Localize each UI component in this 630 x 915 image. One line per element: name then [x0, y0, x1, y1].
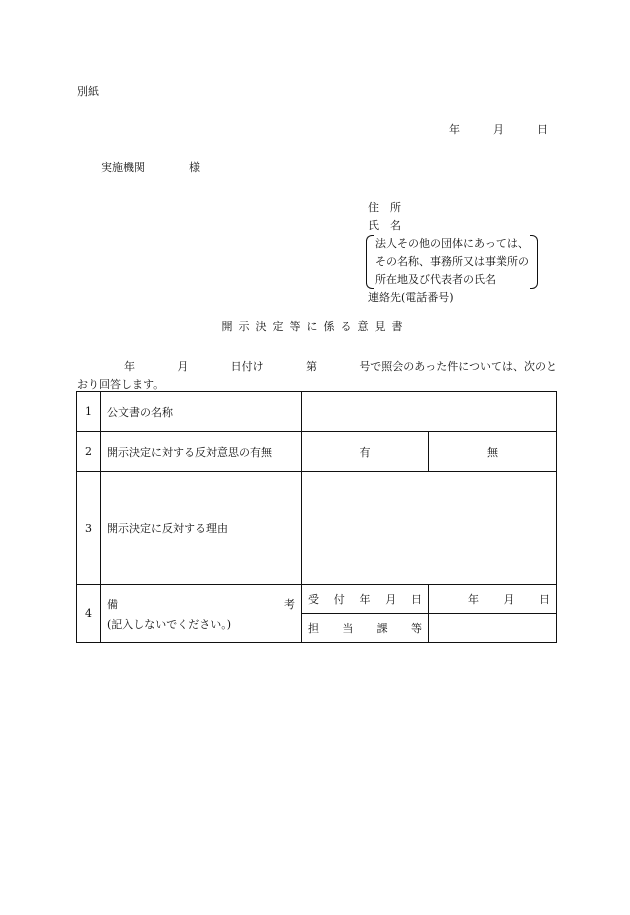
received-label-char: 月 — [385, 593, 397, 606]
date-line — [449, 124, 548, 135]
opinion-table — [76, 391, 557, 643]
staff-field[interactable] — [429, 614, 557, 643]
received-label-char: 日 — [411, 593, 422, 606]
reason-field[interactable] — [302, 472, 557, 585]
option-no[interactable]: 無 — [429, 432, 557, 472]
row-number: 3 — [77, 472, 101, 585]
recipient — [101, 162, 200, 173]
remarks-note: (記入しないでください。) — [107, 617, 232, 631]
staff-label-cell — [302, 614, 429, 643]
contact-label: 連絡先(電話番号) — [368, 291, 454, 304]
row-number: 4 — [77, 585, 101, 643]
intro-line2: おり回答します。 — [77, 378, 165, 391]
date-month: 月 — [493, 123, 504, 136]
staff-label-char: 担 — [308, 622, 319, 635]
staff-label-char: 当 — [342, 622, 354, 635]
received-month: 月 — [503, 593, 515, 606]
table-row — [77, 432, 557, 472]
remarks-label-right: 考 — [284, 597, 295, 611]
name-label: 氏 名 — [368, 219, 401, 232]
sender-block — [368, 199, 538, 307]
document-title: 開示決定等に係る意見書 — [221, 320, 409, 333]
intro-text-after: 号で照会のあった件については、次のと — [359, 360, 557, 373]
row-label: 開示決定に対する反対意思の有無 — [101, 432, 302, 472]
intro-dated: 日付け — [230, 360, 264, 373]
table-row — [77, 472, 557, 585]
received-year: 年 — [468, 593, 479, 606]
date-year: 年 — [449, 123, 460, 136]
received-label-char: 年 — [359, 593, 371, 606]
staff-label-char: 等 — [410, 622, 422, 635]
address-label: 住 所 — [368, 201, 401, 214]
intro-text — [77, 358, 557, 394]
received-label-cell — [302, 585, 429, 614]
table-row — [77, 392, 557, 432]
recipient-org: 実施機関 — [101, 161, 145, 174]
received-label-char: 受 — [308, 593, 319, 606]
received-label-char: 付 — [333, 593, 345, 606]
corporate-note-line: その名称、事務所又は事業所の — [375, 255, 529, 268]
attachment-label: 別紙 — [77, 85, 99, 98]
corporate-note-line: 所在地及び代表者の氏名 — [375, 273, 496, 286]
row-number: 2 — [77, 432, 101, 472]
intro-month: 月 — [177, 360, 189, 373]
recipient-honorific: 様 — [189, 161, 200, 174]
option-yes[interactable]: 有 — [302, 432, 429, 472]
row-label: 開示決定に反対する理由 — [101, 472, 302, 585]
table-row — [77, 585, 557, 614]
staff-label-char: 課 — [376, 622, 388, 635]
document-name-field[interactable] — [302, 392, 557, 432]
corporate-note-line: 法人その他の団体にあっては、 — [375, 237, 529, 250]
date-day: 日 — [537, 123, 548, 136]
received-day: 日 — [539, 593, 550, 606]
row-number: 1 — [77, 392, 101, 432]
intro-ordinal: 第 — [305, 360, 317, 373]
corporate-note — [366, 235, 538, 289]
intro-year: 年 — [124, 360, 135, 373]
remarks-label-left: 備 — [107, 597, 118, 611]
received-date-cell[interactable] — [429, 585, 557, 614]
remarks-cell — [101, 585, 302, 643]
row-label: 公文書の名称 — [101, 392, 302, 432]
